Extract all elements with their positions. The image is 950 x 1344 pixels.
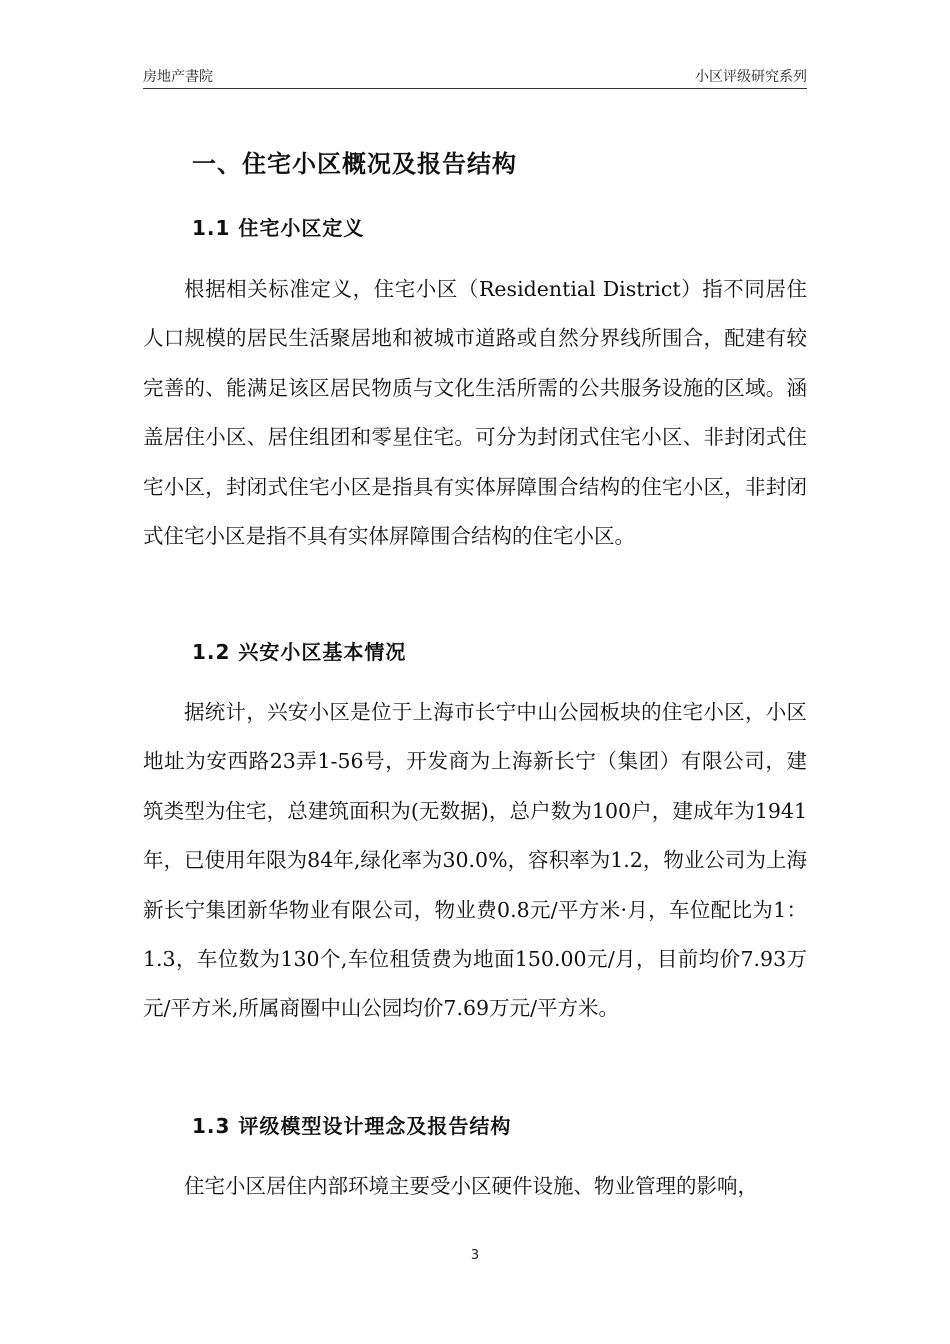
section-title: 一、住宅小区概况及报告结构 xyxy=(192,150,517,178)
paragraph-model-design: 住宅小区居住内部环境主要受小区硬件设施、物业管理的影响， xyxy=(184,1174,758,1198)
header-series: 小区评级研究系列 xyxy=(695,69,807,85)
page-number: 3 xyxy=(470,1248,480,1263)
subsection-title-1-1: 1.1 住宅小区定义 xyxy=(192,216,365,240)
page-header xyxy=(143,64,807,86)
paragraph-basic-info: 据统计，兴安小区是位于上海市长宁中山公园板块的住宅小区，小区地址为安西路23弄1-56号，开发商为上海新长宁（集团）有限公司，建筑类型为住宅，总建筑面积为(无数据)，总户数为100户，建成年为1941年，已使用年限为84年,绿化率为30.0%，容积率为1.2，物业公司为上海新长宁集团新华物业有限公司，物业费0.8元/平方米·月，车位配比为1：1.3，车位数为130个,车位租赁费为地面150.00元/月，目前均价7.93万元/平方米,所属商圈中山公园均价7.69万元/平方米。 xyxy=(143,700,807,1021)
subsection-title-1-2: 1.2 兴安小区基本情况 xyxy=(192,640,407,664)
paragraph-definition: 根据相关标准定义，住宅小区（Residential District）指不同居住人口规模的居民生活聚居地和被城市道路或自然分界线所围合，配建有较完善的、能满足该区居民物质与文化生活所需的公共服务设施的区域。涵盖居住小区、居住组团和零星住宅。可分为封闭式住宅小区、非封闭式住宅小区，封闭式住宅小区是指具有实体屏障围合结构的住宅小区，非封闭式住宅小区是指不具有实体屏障围合结构的住宅小区。 xyxy=(143,277,807,549)
header-publisher: 房地产書院 xyxy=(143,69,213,85)
subsection-title-1-3: 1.3 评级模型设计理念及报告结构 xyxy=(192,1114,512,1138)
header-divider xyxy=(143,88,807,89)
